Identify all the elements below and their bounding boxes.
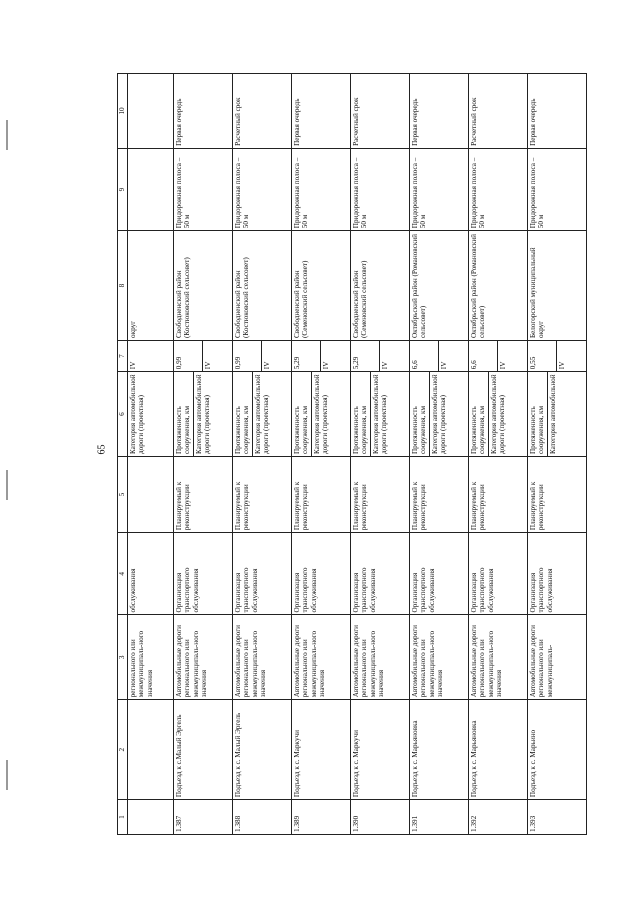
cell-purpose: Организация транспортного обслуживания [174, 533, 233, 615]
cell-zone: Придорожная полоса – 50 м [528, 148, 587, 230]
cell-location: Свободненский район (Костюковский сельсовет) [233, 231, 292, 341]
value-category: IV [438, 341, 449, 371]
scan-edge-mark [6, 470, 8, 500]
cell-type: Автомобильные дороги регионального или межмуниципаль-ного значения [174, 615, 233, 700]
cell-stage: Первая очередь [292, 74, 351, 149]
cell-values [410, 341, 469, 372]
value-category: IV [261, 341, 272, 371]
table-row [528, 74, 587, 835]
cell-values [351, 341, 410, 372]
cell-values [469, 341, 528, 372]
value-length: 6,6 [411, 360, 419, 370]
cell-road-name: Подъезд к с. Малый Эргель [233, 700, 292, 800]
cell-road-name: Подъезд к с. Маркучи [292, 700, 351, 800]
cell-number: 1.387 [174, 800, 233, 835]
cell-values [528, 341, 587, 372]
cell-zone: Придорожная полоса – 50 м [292, 148, 351, 230]
cell-purpose: Организация транспортного обслуживания [528, 533, 587, 615]
cell-stage: Первая очередь [174, 74, 233, 149]
table-row [174, 74, 233, 835]
cell-characteristics [351, 372, 410, 457]
value-length: 0,99 [175, 356, 183, 370]
continuation-row [128, 74, 174, 835]
cell-number: 1.393 [528, 800, 587, 835]
rotated-table [117, 73, 587, 835]
cell-zone: Придорожная полоса – 50 м [410, 148, 469, 230]
cell-location: Октябрьский район (Романовский сельсовет) [410, 231, 469, 341]
cell-zone: Придорожная полоса – 50 м [469, 148, 528, 230]
value-length: 0,99 [234, 356, 242, 370]
table-row [469, 74, 528, 835]
header-cell: 1 [118, 800, 128, 835]
scan-edge-mark [6, 760, 8, 790]
characteristic-category: Категория автомобильной [547, 372, 558, 456]
cell-location: Свободненский район (Костюковский сельсовет) [174, 231, 233, 341]
header-cell: 9 [118, 148, 128, 230]
characteristic-category: Категория автомобильной дороги (проектная) [370, 372, 390, 456]
header-cell: 7 [118, 341, 128, 372]
value-category: IV [320, 341, 331, 371]
header-cell: 3 [118, 615, 128, 700]
cell-status: Планируемый к реконструкции [292, 457, 351, 533]
cell-purpose: Организация транспортного обслуживания [410, 533, 469, 615]
cell-type: регионального или межмуниципаль-ного значения [128, 615, 174, 700]
cell-characteristics [292, 372, 351, 457]
value-length: 6,6 [470, 360, 478, 370]
cell-number: 1.390 [351, 800, 410, 835]
characteristic-length: Протяженность сооружения, км [411, 405, 428, 455]
rotated-table-container [117, 73, 587, 835]
table-row [292, 74, 351, 835]
cell-location: Свободненский район (Семеновский сельсовет) [351, 231, 410, 341]
cell-road-name: Подъезд к с. Марьино [528, 700, 587, 800]
cell-values [292, 341, 351, 372]
value-length: 0,55 [529, 356, 537, 370]
cell-stage: Первая очередь [410, 74, 469, 149]
cell-stage: Первая очередь [528, 74, 587, 149]
cell-status: Планируемый к реконструкции [351, 457, 410, 533]
characteristic-length: Протяженность сооружения, км [352, 405, 369, 455]
characteristic-length: Протяженность сооружения, км [234, 405, 251, 455]
cell-road-name: Подъезд к с. Марьяновка [410, 700, 469, 800]
cell-stage: Расчетный срок [469, 74, 528, 149]
value-category: IV [379, 341, 390, 371]
cell-type: Автомобильные дороги регионального или межмуниципаль-ного значения [351, 615, 410, 700]
cell-location: округ [128, 231, 174, 341]
cell-values [174, 341, 233, 372]
cell-status: Планируемый к реконструкции [233, 457, 292, 533]
cell-characteristics [410, 372, 469, 457]
value-length: 5,29 [293, 356, 301, 370]
cell-characteristic: Категория автомобильной дороги (проектная) [128, 372, 174, 457]
cell-location: Белогорский муниципальный округ [528, 231, 587, 341]
header-cell: 4 [118, 533, 128, 615]
cell-characteristics [528, 372, 587, 457]
characteristic-category: Категория автомобильной дороги (проектная) [429, 372, 449, 456]
table-row [233, 74, 292, 835]
header-cell: 2 [118, 700, 128, 800]
characteristic-category: Категория автомобильной дороги (проектная) [488, 372, 508, 456]
value-category: IV [202, 341, 213, 371]
scan-edge-mark [6, 120, 8, 150]
cell-values [233, 341, 292, 372]
characteristic-category: Категория автомобильной дороги (проектная) [311, 372, 331, 456]
characteristic-category: Категория автомобильной дороги (проектная) [252, 372, 272, 456]
cell-road-name: Подъезд к с. Маркучи [351, 700, 410, 800]
cell-characteristics [174, 372, 233, 457]
cell-status: Планируемый к реконструкции [528, 457, 587, 533]
cell-type: Автомобильные дороги регионального или межмуниципаль-ного значения [410, 615, 469, 700]
cell-status: Планируемый к реконструкции [469, 457, 528, 533]
characteristic-length: Протяженность сооружения, км [175, 405, 192, 455]
cell-purpose: Организация транспортного обслуживания [469, 533, 528, 615]
characteristic-length: Протяженность сооружения, км [470, 405, 487, 455]
cell-type: Автомобильные дороги регионального или межмуниципаль-ного значения [469, 615, 528, 700]
cell-characteristics [469, 372, 528, 457]
cell-location: Свободненский район (Семеновский сельсовет) [292, 231, 351, 341]
cell-road-name: Подъезд к с.Малый Эргель [174, 700, 233, 800]
table-row [410, 74, 469, 835]
cell-value: IV [128, 341, 174, 372]
cell-type: Автомобильные дороги регионального или межмуниципаль-ного значения [233, 615, 292, 700]
value-category: IV [497, 341, 508, 371]
cell-characteristics [233, 372, 292, 457]
header-cell: 5 [118, 457, 128, 533]
header-cell: 8 [118, 231, 128, 341]
value-length: 5,29 [352, 356, 360, 370]
cell-road-name: Подъезд к с. Марьяновка [469, 700, 528, 800]
cell-type: Автомобильные дороги регионального или межмуниципаль-ного значения [292, 615, 351, 700]
cell-location: Октябрьский район (Романовский сельсовет) [469, 231, 528, 341]
cell-stage: Расчетный срок [233, 74, 292, 149]
cell-number: 1.389 [292, 800, 351, 835]
header-cell: 10 [118, 74, 128, 149]
cell-number: 1.392 [469, 800, 528, 835]
page-number: 65 [96, 444, 108, 455]
characteristic-length: Протяженность сооружения, км [293, 405, 310, 455]
header-row [118, 74, 128, 835]
cell-status: Планируемый к реконструкции [174, 457, 233, 533]
characteristic-length: Протяженность сооружения, км [529, 405, 546, 455]
cell-zone: Придорожная полоса – 50 м [174, 148, 233, 230]
cell-type: Автомобильные дороги регионального или межмуниципаль- [528, 615, 587, 700]
cell-purpose: Организация транспортного обслуживания [233, 533, 292, 615]
cell-purpose: Организация транспортного обслуживания [351, 533, 410, 615]
header-cell: 6 [118, 372, 128, 457]
roads-table [117, 73, 587, 835]
cell-purpose: обслуживания [128, 533, 174, 615]
cell-stage: Расчетный срок [351, 74, 410, 149]
cell-number: 1.391 [410, 800, 469, 835]
cell-number: 1.388 [233, 800, 292, 835]
value-category: IV [556, 341, 567, 371]
cell-purpose: Организация транспортного обслуживания [292, 533, 351, 615]
cell-status: Планируемый к реконструкции [410, 457, 469, 533]
characteristic-category: Категория автомобильной дороги (проектная) [193, 372, 213, 456]
cell-zone: Придорожная полоса – 50 м [351, 148, 410, 230]
table-row [351, 74, 410, 835]
cell-zone: Придорожная полоса – 50 м [233, 148, 292, 230]
